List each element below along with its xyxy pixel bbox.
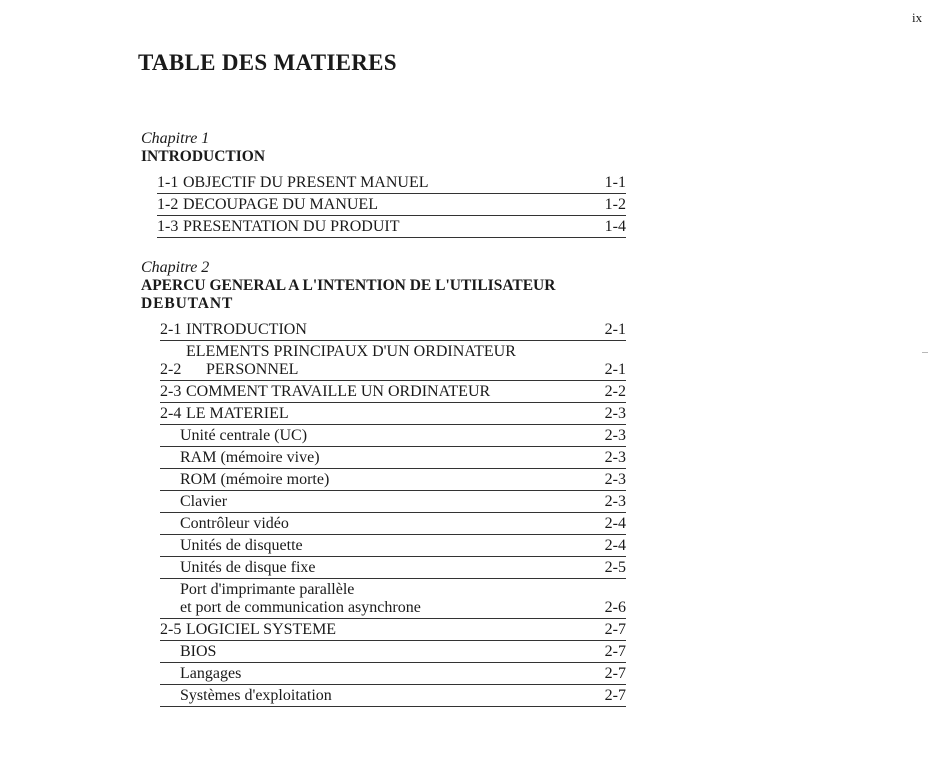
page-ref: 2-1 [604, 361, 626, 378]
section-number: 2-2 [160, 361, 182, 378]
subsection-title: Unités de disque fixe [180, 559, 316, 576]
section-number: 2-5 [160, 621, 182, 638]
toc-entry[interactable] [157, 216, 626, 238]
section-title: INTRODUCTION [186, 321, 307, 338]
chapter-label: Chapitre 2 [141, 259, 210, 276]
page-ref: 2-3 [604, 471, 626, 488]
subsection-title: Unité centrale (UC) [180, 427, 308, 444]
section-number: 1-2 [157, 196, 179, 213]
page-ref: 1-1 [604, 174, 626, 191]
toc-subentry[interactable] [160, 557, 626, 579]
page-ref: 1-4 [604, 218, 626, 235]
subsection-title: RAM (mémoire vive) [180, 449, 320, 466]
toc-subentry[interactable] [160, 663, 626, 685]
page-ref: 2-1 [604, 321, 626, 338]
subsection-title: Systèmes d'exploitation [180, 687, 332, 704]
toc-entries [160, 319, 626, 707]
section-title: LE MATERIEL [186, 405, 289, 422]
section-number: 2-3 [160, 383, 182, 400]
page-ref: 2-7 [604, 687, 626, 704]
toc-entry[interactable] [160, 619, 626, 641]
page-ref: 2-6 [604, 599, 626, 616]
page-ref: 2-3 [604, 449, 626, 466]
page-ref: 2-4 [604, 537, 626, 554]
subsection-title-line-2: et port de communication asynchrone [180, 599, 421, 616]
subsection-title: Clavier [180, 493, 228, 510]
toc-entry[interactable] [160, 341, 626, 381]
page-ref: 2-3 [604, 493, 626, 510]
section-title-line-1: ELEMENTS PRINCIPAUX D'UN ORDINATEUR [186, 343, 516, 360]
page-ref: 2-7 [604, 621, 626, 638]
toc-entry[interactable] [160, 319, 626, 341]
toc-entry[interactable] [160, 403, 626, 425]
toc-subentry[interactable] [160, 513, 626, 535]
toc-subentry[interactable] [160, 469, 626, 491]
section-title: PRESENTATION DU PRODUIT [183, 218, 400, 235]
section-number: 1-1 [157, 174, 179, 191]
section-title: COMMENT TRAVAILLE UN ORDINATEUR [186, 383, 491, 400]
toc-subentry[interactable] [160, 425, 626, 447]
subsection-title: Langages [180, 665, 242, 682]
chapter-label: Chapitre 1 [141, 130, 210, 147]
toc-subentry[interactable] [160, 535, 626, 557]
page-ref: 2-3 [604, 427, 626, 444]
section-title-line-2: PERSONNEL [206, 361, 299, 378]
section-title: OBJECTIF DU PRESENT MANUEL [183, 174, 429, 191]
toc-entry[interactable] [157, 194, 626, 216]
toc-entry[interactable] [157, 172, 626, 194]
chapter-heading: APERCU GENERAL A L'INTENTION DE L'UTILISATEUR [141, 277, 556, 294]
subsection-title: ROM (mémoire morte) [180, 471, 330, 488]
subsection-title: Contrôleur vidéo [180, 515, 289, 532]
subsection-title: BIOS [180, 643, 217, 660]
toc-subentry[interactable] [160, 491, 626, 513]
toc-subentry[interactable] [160, 447, 626, 469]
section-title: LOGICIEL SYSTEME [186, 621, 337, 638]
section-number: 1-3 [157, 218, 179, 235]
page-ref: 2-3 [604, 405, 626, 422]
section-title: DECOUPAGE DU MANUEL [183, 196, 378, 213]
section-number: 2-1 [160, 321, 182, 338]
document-title: TABLE DES MATIERES [138, 50, 397, 75]
subsection-title [160, 581, 602, 617]
subsection-title-line-1: Port d'imprimante parallèle [180, 581, 355, 598]
toc-entries [157, 172, 626, 238]
page-ref: 2-7 [604, 665, 626, 682]
section-number: 2-4 [160, 405, 182, 422]
toc-entry[interactable] [160, 381, 626, 403]
toc-subentry[interactable] [160, 579, 626, 619]
chapter-1-section [141, 130, 626, 238]
chapter-2-section [141, 259, 626, 707]
page-ref: 2-4 [604, 515, 626, 532]
scan-mark [922, 352, 928, 353]
page-number: ix [912, 10, 923, 25]
page-ref: 2-5 [604, 559, 626, 576]
section-title [186, 343, 602, 379]
page-ref: 2-7 [604, 643, 626, 660]
page-ref: 1-2 [604, 196, 626, 213]
subsection-title: Unités de disquette [180, 537, 303, 554]
toc-subentry[interactable] [160, 685, 626, 707]
toc-subentry[interactable] [160, 641, 626, 663]
chapter-heading: INTRODUCTION [141, 148, 266, 165]
page-ref: 2-2 [604, 383, 626, 400]
chapter-heading-continued: DEBUTANT [141, 295, 234, 312]
